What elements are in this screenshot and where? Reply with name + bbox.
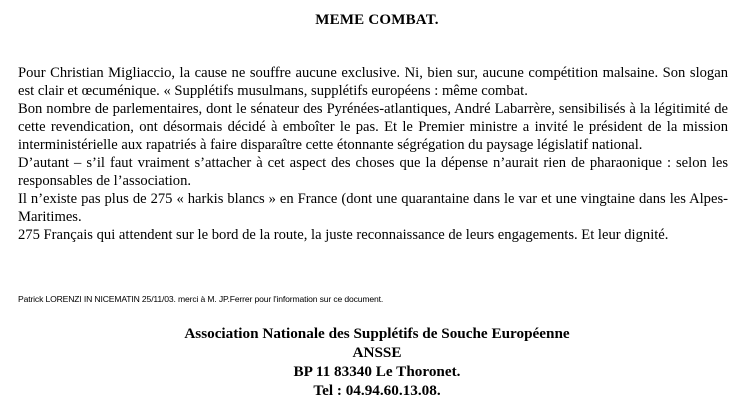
document-title: MEME COMBAT. bbox=[315, 12, 439, 28]
article-body bbox=[18, 64, 728, 244]
paragraph-2: Bon nombre de parlementaires, dont le sénateur des Pyrénées-atlantiques, André Labarrère, sensibilisés à la légitimité de cette revendication, ont désormais décidé à emboîter le pas. Et le Premier ministre a invité le président de la mission interministérielle aux rapatriés à faire disparaître cette étonnante ségrégation du paysage législatif national. bbox=[18, 101, 728, 153]
paragraph-4: Il n’existe pas plus de 275 « harkis blancs » en France (dont une quarantaine dans le var et une vingtaine dans les Alpes-Maritimes. bbox=[18, 191, 728, 225]
association-acronym: ANSSE bbox=[352, 344, 402, 361]
association-name: Association Nationale des Supplétifs de Souche Européenne bbox=[184, 325, 570, 342]
association-phone: Tel : 04.94.60.13.08. bbox=[313, 382, 441, 399]
paragraph-3: D’autant – s’il faut vraiment s’attacher à cet aspect des choses que la dépense n’aurait rien de pharaonique : selon les responsables de l’association. bbox=[18, 155, 728, 189]
association-address: BP 11 83340 Le Thoronet. bbox=[293, 363, 461, 380]
source-credit: Patrick LORENZI IN NICEMATIN 25/11/03. merci à M. JP.Ferrer pour l'information sur ce document. bbox=[18, 294, 384, 304]
paragraph-1: Pour Christian Migliaccio, la cause ne souffre aucune exclusive. Ni, bien sur, aucune compétition malsaine. Son slogan est clair et œcuménique. « Supplétifs musulmans, supplétifs européens : même combat. bbox=[18, 65, 728, 99]
association-footer bbox=[0, 324, 754, 400]
paragraph-5: 275 Français qui attendent sur le bord de la route, la juste reconnaissance de leurs engagements. Et leur dignité. bbox=[18, 227, 669, 243]
